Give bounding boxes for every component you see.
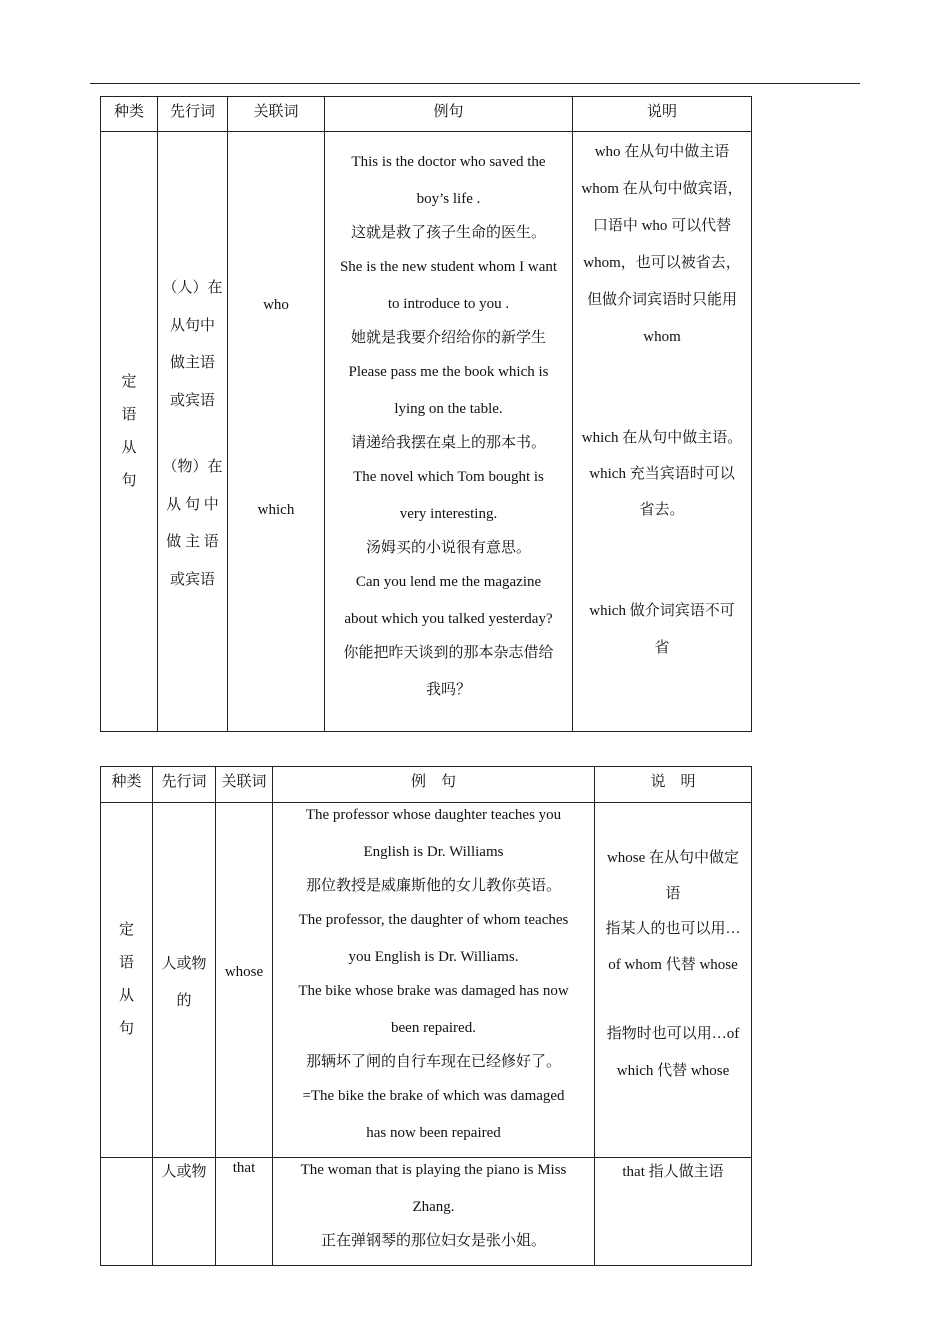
t2-example-line: The professor, the daughter of whom teaches (298, 912, 569, 928)
t2-note-line: whose 在从句中做定 (606, 850, 740, 866)
t1-relative-which: which (257, 502, 295, 518)
t2-note-line: which 代替 whose (616, 1063, 730, 1079)
t1-example-line: Please pass me the book which is (348, 364, 549, 380)
t2-example-line: has now been repaired (366, 1125, 501, 1141)
t1-example-line: very interesting. (399, 506, 498, 522)
t1-header-example: 例句 (433, 104, 464, 120)
t1-example-line: 这就是救了孩子生命的医生。 (350, 225, 546, 241)
t2-antecedent-line: 人或物 (161, 956, 207, 972)
t1-note-line: 省 (654, 640, 670, 656)
t2-row1-antecedent (152, 946, 216, 1020)
t1-antecedent-line: （物）在 (162, 459, 223, 475)
t1-category-char: 定 (121, 374, 137, 390)
t1-antecedent-line: 做 主 语 (166, 534, 219, 550)
t2-example-line: =The bike the brake of which was damaged (302, 1088, 565, 1104)
t2-antecedent-line: 的 (176, 993, 192, 1009)
t1-example-line: boy’s life . (416, 191, 481, 207)
t1-examples (324, 152, 573, 714)
t1-antecedent-line: 做主语 (169, 355, 215, 371)
t1-note-line: 省去。 (639, 502, 685, 518)
t2-note-line: 指物时也可以用…of (606, 1026, 740, 1042)
t1-antecedent-line: 从 句 中 (166, 496, 219, 513)
t1-category-char: 句 (121, 473, 137, 489)
t2-row2-note: that 指人做主语 (622, 1164, 724, 1180)
t1-example-line: The novel which Tom bought is (353, 469, 544, 485)
t1-category (100, 366, 158, 498)
t1-example-line: 你能把昨天谈到的那本杂志借给 (343, 645, 554, 661)
t2-header-example: 例 句 (410, 774, 456, 790)
t1-notes-which (572, 420, 752, 528)
t2-row1-relative: whose (224, 964, 264, 980)
t1-antecedent-thing (157, 449, 228, 599)
t1-antecedent-line: 或宾语 (169, 392, 215, 409)
t2-header-note: 说 明 (650, 774, 696, 790)
t1-note-line: who 在从句中做主语 (594, 144, 730, 160)
t1-example-line: 她就是我要介绍给你的新学生 (350, 330, 546, 346)
t1-example-line: Can you lend me the magazine (355, 574, 542, 590)
t2-note-line: 语 (665, 886, 681, 902)
t2-header-relative: 关联词 (221, 774, 267, 790)
t2-example-line: The woman that is playing the piano is Miss (300, 1162, 567, 1178)
t2-category-char: 从 (118, 988, 134, 1004)
t1-note-line: which 在从句中做主语。 (581, 430, 743, 446)
t1-body-cell-antecedent (157, 131, 228, 732)
t2-category-char: 定 (118, 922, 134, 938)
t1-header-relative: 关联词 (253, 104, 299, 120)
t2-row2-antecedent: 人或物 (161, 1164, 207, 1180)
t2-example-line: The bike whose brake was damaged has now (298, 983, 569, 999)
t2-example-line: been repaired. (391, 1020, 476, 1036)
t2-row2-cell-category (100, 1157, 153, 1266)
t1-header-category: 种类 (113, 104, 144, 120)
t2-category (100, 914, 153, 1046)
t1-note-line: which 充当宾语时可以 (589, 466, 735, 482)
t1-example-line: about which you talked yesterday? (344, 611, 553, 627)
t1-example-line: 请递给我摆在桌上的那本书。 (350, 435, 546, 451)
t1-note-line: 但做介词宾语时只能用 (586, 292, 737, 308)
t2-row1-notes-a (594, 840, 752, 984)
t2-row2-relative: that (232, 1160, 256, 1176)
t1-antecedent-line: 或宾语 (169, 571, 215, 588)
t2-row1-notes-b (594, 1016, 752, 1090)
t1-note-line: 口语中 who 可以代替 (592, 218, 732, 234)
t1-example-line: She is the new student whom I want (339, 259, 558, 275)
t1-example-line: lying on the table. (394, 401, 503, 417)
t2-example-line: English is Dr. Williams (363, 844, 504, 860)
t2-category-char: 句 (118, 1021, 134, 1037)
t1-note-line: whom，也可以被省去， (583, 255, 741, 271)
t1-note-line: whom (643, 329, 681, 345)
t1-note-line: whom 在从句中做宾语， (581, 181, 743, 197)
t2-row1-examples (272, 805, 595, 1157)
t1-notes-who (572, 134, 752, 356)
t2-note-line: of whom 代替 whose (608, 957, 738, 973)
t1-example-line: to introduce to you . (387, 296, 510, 312)
t2-example-line: Zhang. (412, 1199, 455, 1215)
t2-row2-examples (272, 1160, 595, 1265)
t1-note-line: which 做介词宾语不可 (589, 603, 735, 619)
t2-example-line: 正在弹钢琴的那位妇女是张小姐。 (320, 1233, 546, 1249)
t2-example-line: 那辆坏了闸的自行车现在已经修好了。 (305, 1054, 561, 1070)
t1-body-cell-relative (227, 131, 325, 732)
t1-relative-who: who (263, 297, 289, 313)
t2-header-antecedent: 先行词 (161, 774, 207, 790)
t2-note-line: 指某人的也可以用… (605, 921, 741, 937)
t1-notes-which-prep (572, 593, 752, 667)
t2-example-line: 那位教授是威廉斯他的女儿教你英语。 (305, 878, 561, 894)
t2-header-category: 种类 (111, 774, 142, 790)
t1-example-line: 汤姆买的小说很有意思。 (365, 540, 531, 556)
t1-antecedent-person (157, 270, 228, 420)
header-rule (90, 83, 860, 84)
t2-example-line: you English is Dr. Williams. (348, 949, 519, 965)
t1-example-line: This is the doctor who saved the (351, 154, 546, 170)
t1-antecedent-line: 从句中 (169, 317, 215, 334)
t1-category-char: 从 (121, 440, 137, 456)
t2-category-char: 语 (118, 955, 134, 971)
t2-example-line: The professor whose daughter teaches you (305, 807, 562, 823)
t1-example-line: 我吗？ (425, 682, 471, 698)
t1-header-note: 说明 (646, 104, 677, 120)
t1-antecedent-line: （人）在 (162, 280, 223, 296)
t1-header-antecedent: 先行词 (169, 104, 215, 120)
t1-category-char: 语 (121, 407, 137, 423)
